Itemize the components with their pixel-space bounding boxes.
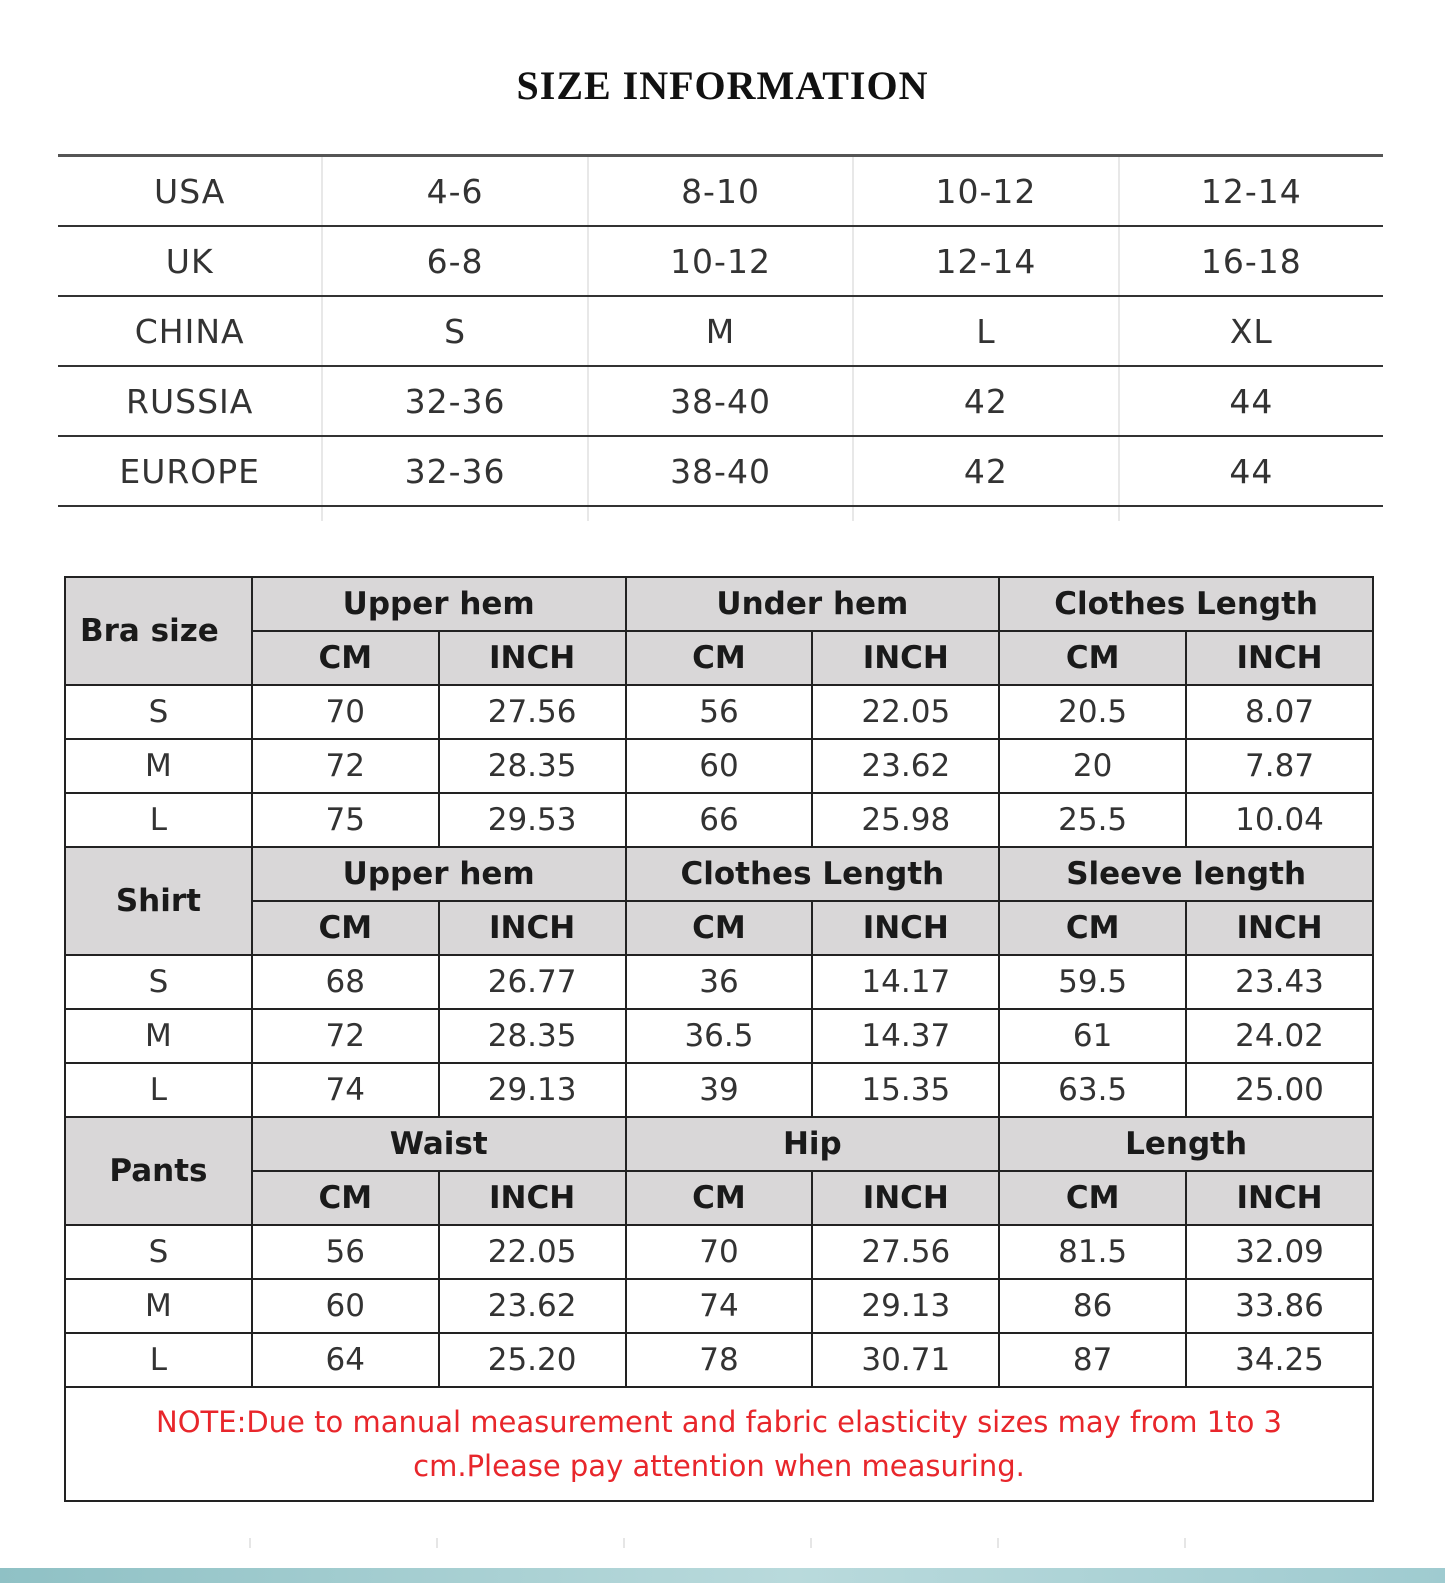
- table-cell: 25.20: [439, 1333, 626, 1387]
- table-row: [65, 1063, 1373, 1117]
- table-cell: 78: [626, 1333, 813, 1387]
- conversion-cell: M: [589, 297, 854, 365]
- unit-header-cm: CM: [626, 631, 813, 685]
- table-cell: 56: [252, 1225, 439, 1279]
- table-cell: 25.98: [812, 793, 999, 847]
- unit-header-inch: INCH: [439, 901, 626, 955]
- size-label: M: [65, 1279, 252, 1333]
- table-cell: 72: [252, 739, 439, 793]
- conversion-cell: L: [854, 297, 1119, 365]
- table-row: [65, 955, 1373, 1009]
- conversion-row-russia: [58, 367, 1383, 437]
- conversion-cell: 10-12: [854, 157, 1119, 225]
- table-cell: 66: [626, 793, 813, 847]
- table-cell: 14.17: [812, 955, 999, 1009]
- size-label: S: [65, 685, 252, 739]
- conversion-cell: 44: [1229, 381, 1274, 421]
- table-cell: 63.5: [999, 1063, 1186, 1117]
- conversion-cell: 8-10: [589, 157, 854, 225]
- conversion-row-usa: [58, 157, 1383, 227]
- conversion-cell: XL: [1229, 311, 1273, 351]
- table-cell: 8.07: [1186, 685, 1373, 739]
- unit-header-cm: CM: [999, 1171, 1186, 1225]
- conversion-cell: 10-12: [589, 227, 854, 295]
- conversion-region-label: CHINA: [58, 297, 323, 365]
- conversion-cell: 4-6: [323, 157, 588, 225]
- unit-header-inch: INCH: [812, 901, 999, 955]
- section-header-row: [65, 577, 1373, 631]
- table-cell: 81.5: [999, 1225, 1186, 1279]
- conversion-cell: 12-14: [1200, 171, 1302, 211]
- table-cell: 39: [626, 1063, 813, 1117]
- table-row: [65, 1279, 1373, 1333]
- table-cell: 27.56: [439, 685, 626, 739]
- group-header: Under hem: [626, 577, 1000, 631]
- table-cell: 60: [626, 739, 813, 793]
- table-divider-tail: [64, 1538, 1374, 1548]
- table-row: [65, 685, 1373, 739]
- conversion-cell: 44: [1229, 451, 1274, 491]
- table-cell: 70: [252, 685, 439, 739]
- table-cell: 22.05: [812, 685, 999, 739]
- unit-header-row: [65, 1171, 1373, 1225]
- conversion-cell: 42: [854, 367, 1119, 435]
- section-label-bra-size: Bra size: [65, 577, 252, 685]
- unit-header-inch: INCH: [812, 1171, 999, 1225]
- table-cell: 74: [626, 1279, 813, 1333]
- unit-header-inch: INCH: [1186, 901, 1373, 955]
- table-row: [65, 1333, 1373, 1387]
- table-cell: 22.05: [439, 1225, 626, 1279]
- conversion-cell: 16-18: [1200, 241, 1302, 281]
- table-cell: 70: [626, 1225, 813, 1279]
- table-cell: 24.02: [1186, 1009, 1373, 1063]
- unit-header-cm: CM: [626, 1171, 813, 1225]
- size-conversion-table: [58, 154, 1383, 521]
- table-cell: 10.04: [1186, 793, 1373, 847]
- table-cell: 7.87: [1186, 739, 1373, 793]
- unit-header-inch: INCH: [439, 1171, 626, 1225]
- table-cell: 86: [999, 1279, 1186, 1333]
- table-cell: 56: [626, 685, 813, 739]
- unit-header-row: [65, 901, 1373, 955]
- conversion-cell: 42: [854, 437, 1119, 505]
- table-cell: 74: [252, 1063, 439, 1117]
- group-header: Clothes Length: [999, 577, 1373, 631]
- unit-header-cm: CM: [252, 901, 439, 955]
- table-cell: 29.13: [812, 1279, 999, 1333]
- table-cell: 27.56: [812, 1225, 999, 1279]
- group-header: Sleeve length: [999, 847, 1373, 901]
- group-header: Hip: [626, 1117, 1000, 1171]
- table-row: [65, 1225, 1373, 1279]
- table-row: [65, 1009, 1373, 1063]
- conversion-region-label: USA: [58, 157, 323, 225]
- conversion-region-label: UK: [58, 227, 323, 295]
- bottom-decorative-band: [0, 1568, 1445, 1583]
- conversion-cell: S: [323, 297, 588, 365]
- group-header: Waist: [252, 1117, 626, 1171]
- unit-header-row: [65, 631, 1373, 685]
- unit-header-cm: CM: [252, 1171, 439, 1225]
- unit-header-inch: INCH: [1186, 631, 1373, 685]
- size-label: S: [65, 1225, 252, 1279]
- conversion-cell: 38-40: [589, 367, 854, 435]
- table-cell: 14.37: [812, 1009, 999, 1063]
- unit-header-cm: CM: [626, 901, 813, 955]
- group-header: Upper hem: [252, 577, 626, 631]
- conversion-row-uk: [58, 227, 1383, 297]
- conversion-cell: 12-14: [854, 227, 1119, 295]
- group-header: Length: [999, 1117, 1373, 1171]
- conversion-cell: 32-36: [323, 367, 588, 435]
- table-cell: 29.13: [439, 1063, 626, 1117]
- size-label: M: [65, 739, 252, 793]
- table-cell: 61: [999, 1009, 1186, 1063]
- table-cell: 60: [252, 1279, 439, 1333]
- table-cell: 33.86: [1186, 1279, 1373, 1333]
- unit-header-cm: CM: [999, 631, 1186, 685]
- table-cell: 68: [252, 955, 439, 1009]
- measurement-table: [64, 576, 1374, 1502]
- table-cell: 36: [626, 955, 813, 1009]
- size-label: L: [65, 793, 252, 847]
- unit-header-inch: INCH: [812, 631, 999, 685]
- table-cell: 34.25: [1186, 1333, 1373, 1387]
- table-cell: 64: [252, 1333, 439, 1387]
- table-row: [65, 739, 1373, 793]
- table-cell: 87: [999, 1333, 1186, 1387]
- table-cell: 23.62: [812, 739, 999, 793]
- table-cell: 30.71: [812, 1333, 999, 1387]
- table-row: [65, 793, 1373, 847]
- table-cell: 15.35: [812, 1063, 999, 1117]
- section-header-row: [65, 1117, 1373, 1171]
- table-cell: 28.35: [439, 739, 626, 793]
- conversion-row-europe: [58, 437, 1383, 507]
- size-label: L: [65, 1333, 252, 1387]
- size-label: L: [65, 1063, 252, 1117]
- conversion-region-label: EUROPE: [58, 437, 323, 505]
- measurement-note: NOTE:Due to manual measurement and fabric elasticity sizes may from 1to 3 cm.Please pay attention when measuring.: [65, 1387, 1373, 1501]
- table-cell: 28.35: [439, 1009, 626, 1063]
- conversion-cell: 32-36: [323, 437, 588, 505]
- table-cell: 23.62: [439, 1279, 626, 1333]
- table-cell: 72: [252, 1009, 439, 1063]
- unit-header-cm: CM: [999, 901, 1186, 955]
- unit-header-cm: CM: [252, 631, 439, 685]
- table-cell: 59.5: [999, 955, 1186, 1009]
- section-label-shirt: Shirt: [65, 847, 252, 955]
- unit-header-inch: INCH: [1186, 1171, 1373, 1225]
- table-cell: 20.5: [999, 685, 1186, 739]
- note-row: [65, 1387, 1373, 1501]
- conversion-row-china: [58, 297, 1383, 367]
- size-label: M: [65, 1009, 252, 1063]
- table-cell: 23.43: [1186, 955, 1373, 1009]
- table-cell: 29.53: [439, 793, 626, 847]
- section-label-pants: Pants: [65, 1117, 252, 1225]
- group-header: Upper hem: [252, 847, 626, 901]
- unit-header-inch: INCH: [439, 631, 626, 685]
- table-cell: 25.00: [1186, 1063, 1373, 1117]
- table-cell: 32.09: [1186, 1225, 1373, 1279]
- conversion-region-label: RUSSIA: [58, 367, 323, 435]
- table-cell: 25.5: [999, 793, 1186, 847]
- table-cell: 75: [252, 793, 439, 847]
- conversion-divider-tail: [58, 507, 1383, 521]
- table-cell: 26.77: [439, 955, 626, 1009]
- size-label: S: [65, 955, 252, 1009]
- group-header: Clothes Length: [626, 847, 1000, 901]
- conversion-cell: 6-8: [323, 227, 588, 295]
- table-cell: 36.5: [626, 1009, 813, 1063]
- section-header-row: [65, 847, 1373, 901]
- conversion-cell: 38-40: [589, 437, 854, 505]
- table-cell: 20: [999, 739, 1186, 793]
- page-title: SIZE INFORMATION: [516, 63, 929, 108]
